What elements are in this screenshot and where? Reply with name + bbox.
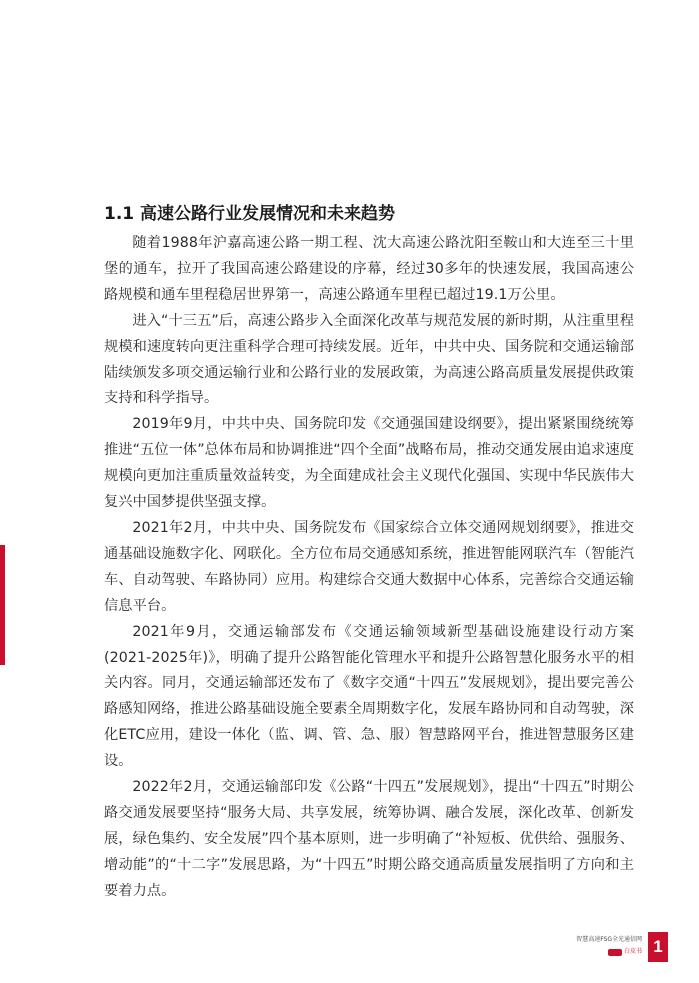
paragraph-5: 2021年9月，交通运输部发布《交通运输领域新型基础设施建设行动方案(2021-2025年)》，明确了提升公路智能化管理水平和提升公路智慧化服务水平的相关内容。同月，交通运输部还发布了《数字交通“十四五”发展规划》，提出要完善公路感知网络，推进公路基础设施全要素全周期数字化，发展车路协同和自动驾驶，深化ETC应用，建设一体化（监、调、管、急、服）智慧路网平台，推进智慧服务区建设。 <box>104 623 634 770</box>
brand-logo-icon <box>608 949 622 956</box>
footer-brand: 白皮书 <box>623 948 642 955</box>
footer <box>566 936 642 964</box>
section-heading: 1.1 高速公路行业发展情况和未来趋势 <box>104 204 396 224</box>
footer-title: 智慧高速FSG全光通信网 <box>576 936 642 943</box>
left-accent-bar <box>0 545 5 665</box>
paragraph-6: 2022年2月，交通运输部印发《公路“十四五”发展规划》，提出“十四五”时期公路交通发展要坚持“服务大局、共享发展，统筹协调、融合发展，深化改革、创新发展，绿色集约、安全发展”四个基本原则，进一步明确了“补短板、优供给、强服务、增动能”的“十二字”发展思路，为“十四五”时期公路交通高质量发展指明了方向和主要着力点。 <box>104 779 634 899</box>
paragraph-2: 进入“十三五”后，高速公路步入全面深化改革与规范发展的新时期，从注重里程规模和速度转向更注重科学合理可持续发展。近年，中共中央、国务院和交通运输部陆续颁发多项交通运输行业和公路行业的发展政策，为高速公路高质量发展提供政策支持和科学指导。 <box>104 312 634 407</box>
paragraph-4: 2021年2月，中共中央、国务院发布《国家综合立体交通网规划纲要》，推进交通基础设施数字化、网联化。全方位布局交通感知系统，推进智能网联汽车（智能汽车、自动驾驶、车路协同）应用。构建综合交通大数据中心体系，完善综合交通运输信息平台。 <box>104 519 634 614</box>
paragraph-1: 随着1988年沪嘉高速公路一期工程、沈大高速公路沈阳至鞍山和大连至三十里堡的通车，拉开了我国高速公路建设的序幕，经过30多年的快速发展，我国高速公路规模和通车里程稳居世界第一，高速公路通车里程已超过19.1万公里。 <box>104 235 634 303</box>
main-content <box>104 201 634 905</box>
footer-brand-row <box>608 948 642 956</box>
paragraph-3: 2019年9月，中共中央、国务院印发《交通强国建设纲要》，提出紧紧围绕统筹推进“五位一体”总体布局和协调推进“四个全面”战略布局，推动交通发展由追求速度规模向更加注重质量效益转变，为全面建成社会主义现代化强国、实现中华民族伟大复兴中国梦提供坚强支撑。 <box>104 416 634 511</box>
page-number: 1 <box>648 932 668 962</box>
